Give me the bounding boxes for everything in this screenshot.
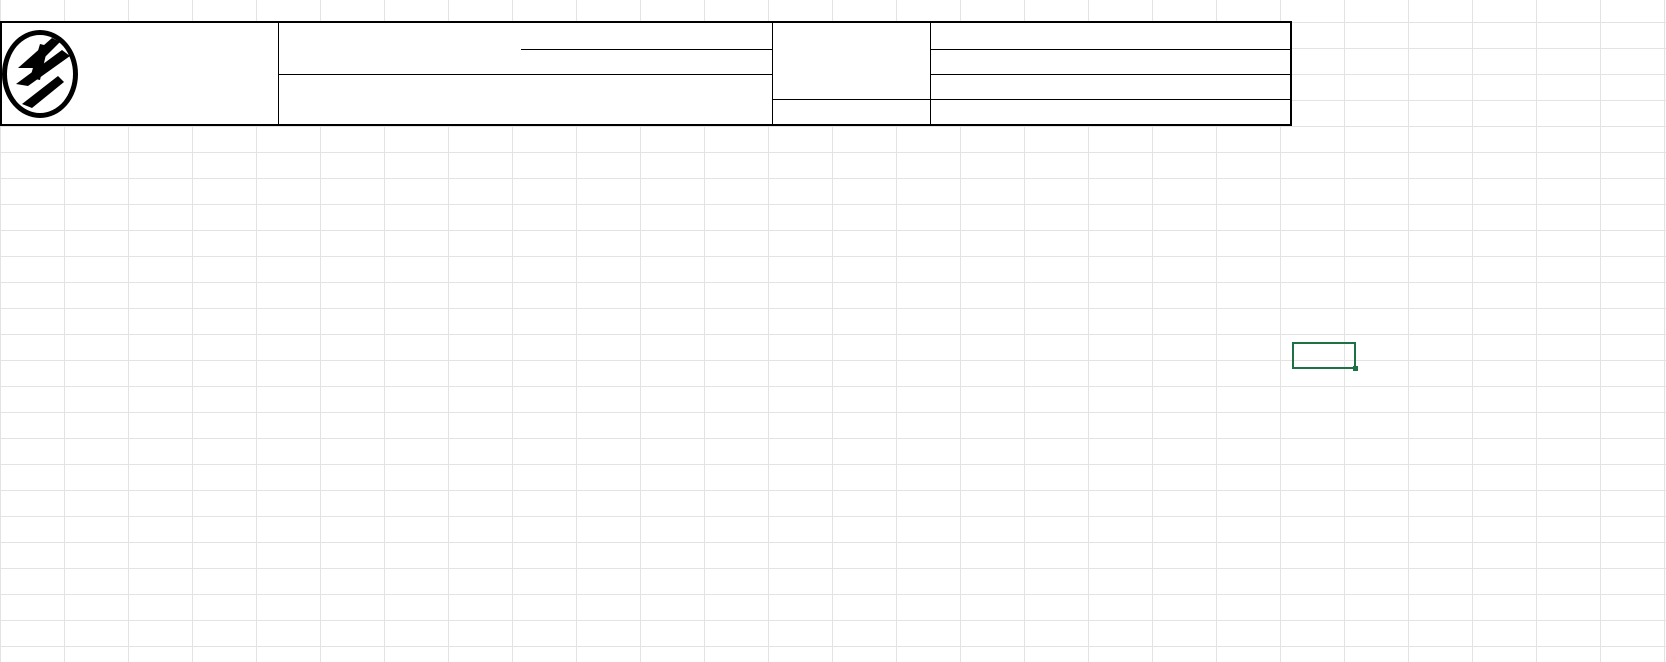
selected-cell[interactable]	[1292, 342, 1356, 369]
company-logo-icon	[0, 28, 84, 120]
header-block	[0, 21, 1292, 126]
